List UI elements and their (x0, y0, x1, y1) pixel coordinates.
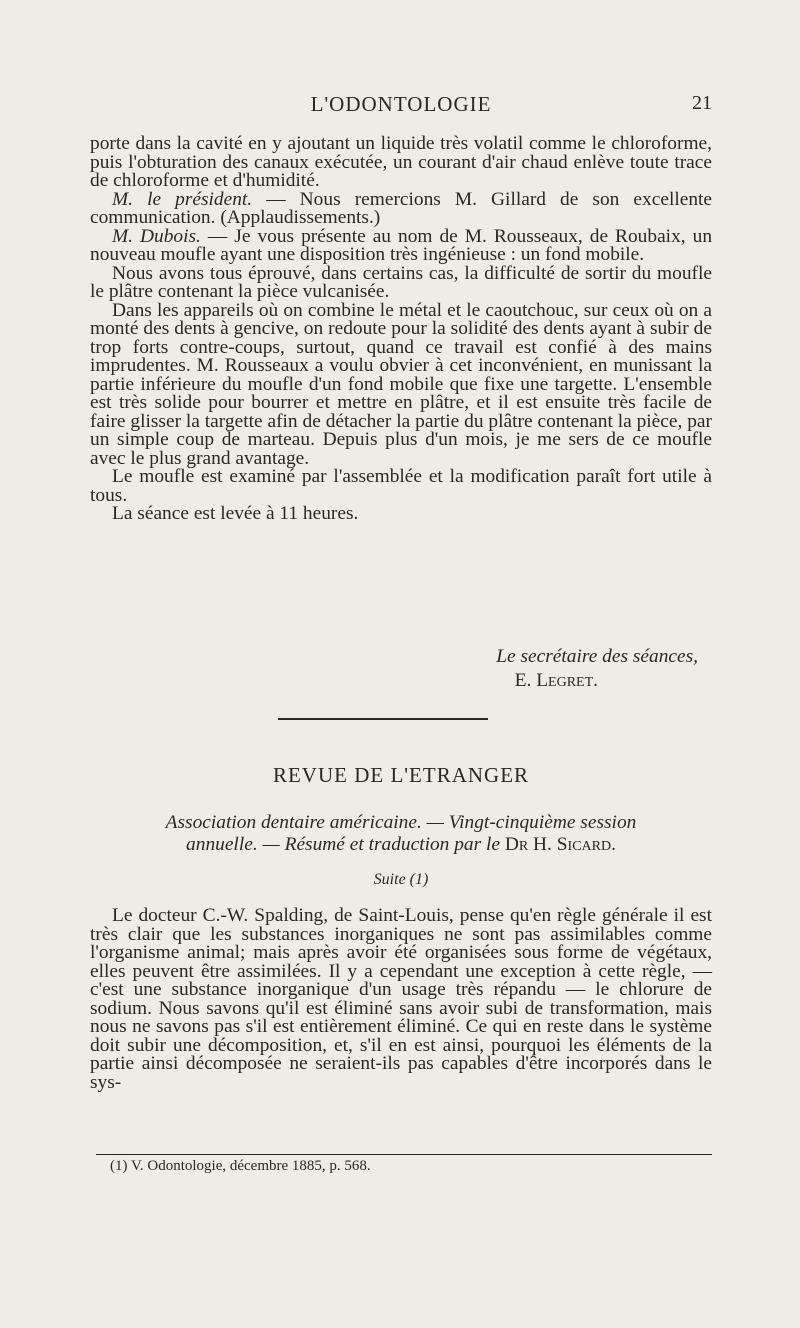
article-paragraph: Le docteur C.-W. Spalding, de Saint-Louis, pense qu'en règle générale il est très clair que les substances inorganiques ne sont pas assimilables comme l'organisme animal; mais après avoir été organisées sous forme de végétaux, elles peuvent être assimilées. Il y a cependant une exception à cette règle, — c'est une substance inorganique d'un usage très répandu — le chlorure de sodium. Nous savons qu'il est éliminé sans avoir subi de transformation, mais nous ne savons pas s'il est entièrement éliminé. Ce qui en reste dans le système doit subir une décomposition, et, s'il en est ainsi, pourquoi les éléments de la partie ainsi décomposée ne seraient-ils pas capables d'être incorporés dans le sys- (90, 905, 712, 1093)
subtitle-author: Dr H. Sicard. (504, 834, 616, 855)
paragraph-body-4: La séance est levée à 11 heures. (112, 503, 359, 524)
section-title: REVUE DE L'ETRANGER (272, 763, 530, 787)
signature-surname: Legret. (536, 670, 598, 691)
paragraph-continuation: porte dans la cavité en y ajoutant un liquide très volatil comme le chloroforme, puis l'obturation des canaux exécutée, un courant d'air chaud enlève toute trace de chloroforme et d'humidité. (90, 133, 712, 191)
page-number: 21 (692, 92, 712, 114)
signature (90, 646, 712, 692)
paragraph-president (90, 188, 713, 228)
section-subtitle (90, 812, 712, 856)
signature-name: E. Legret. (514, 670, 598, 691)
suite-label: Suite (1) (373, 871, 429, 888)
section-divider (278, 718, 488, 720)
subtitle-line-1: Association dentaire américaine. — Vingt-cinquième session (165, 812, 637, 833)
speech-president: — Nous remercions M. Gillard de son excellente communication. (Applaudissements.) (90, 188, 713, 228)
article-text-block (90, 907, 712, 1092)
paragraph-body-1: Nous avons tous éprouvé, dans certains cas, la difficulté de sortir du moufle le plâtre contenant la pièce vulcanisée. (90, 262, 712, 302)
subtitle-line-2: annuelle. — Résumé et traduction par le Dr H. Sicard. (186, 834, 616, 855)
journal-title: L'ODONTOLOGIE (310, 92, 492, 116)
paragraph-body-3: Le moufle est examiné par l'assemblée et la modification paraît fort utile à tous. (90, 466, 712, 506)
footnote: (1) V. Odontologie, décembre 1885, p. 568. (110, 1158, 371, 1174)
speaker-president: M. le président. (112, 188, 253, 210)
speech-dubois: — Je vous présente au nom de M. Rousseaux, de Roubaix, un nouveau moufle ayant une disposition très ingénieuse : un fond mobile. (90, 225, 713, 265)
paragraph-body-2: Dans les appareils où on combine le métal et le caoutchouc, sur ceux où on a monté des dents à gencive, on redoute pour la solidité des dents ayant à subir de trop forts contre-coups, surtout, quand ce travail est confié à des mains imprudentes. M. Rousseaux a voulu obvier à cet inconvénient, en munissant la partie inférieure du moufle d'un fond mobile que fixe une targette. L'ensemble est très solide pour bourrer et mettre en plâtre, et il est ensuite très facile de faire glisser la targette afin de détacher la partie du plâtre contenant la pièce, par un simple coup de marteau. Depuis plus d'un mois, je me sers de ce moufle avec le plus grand avantage. (90, 299, 712, 469)
signature-role: Le secrétaire des séances, (496, 646, 698, 667)
speaker-dubois: M. Dubois. (112, 225, 201, 247)
running-head (90, 92, 712, 122)
footnote-rule (96, 1154, 712, 1155)
paragraph-dubois (90, 225, 713, 265)
top-text-block (90, 135, 712, 524)
